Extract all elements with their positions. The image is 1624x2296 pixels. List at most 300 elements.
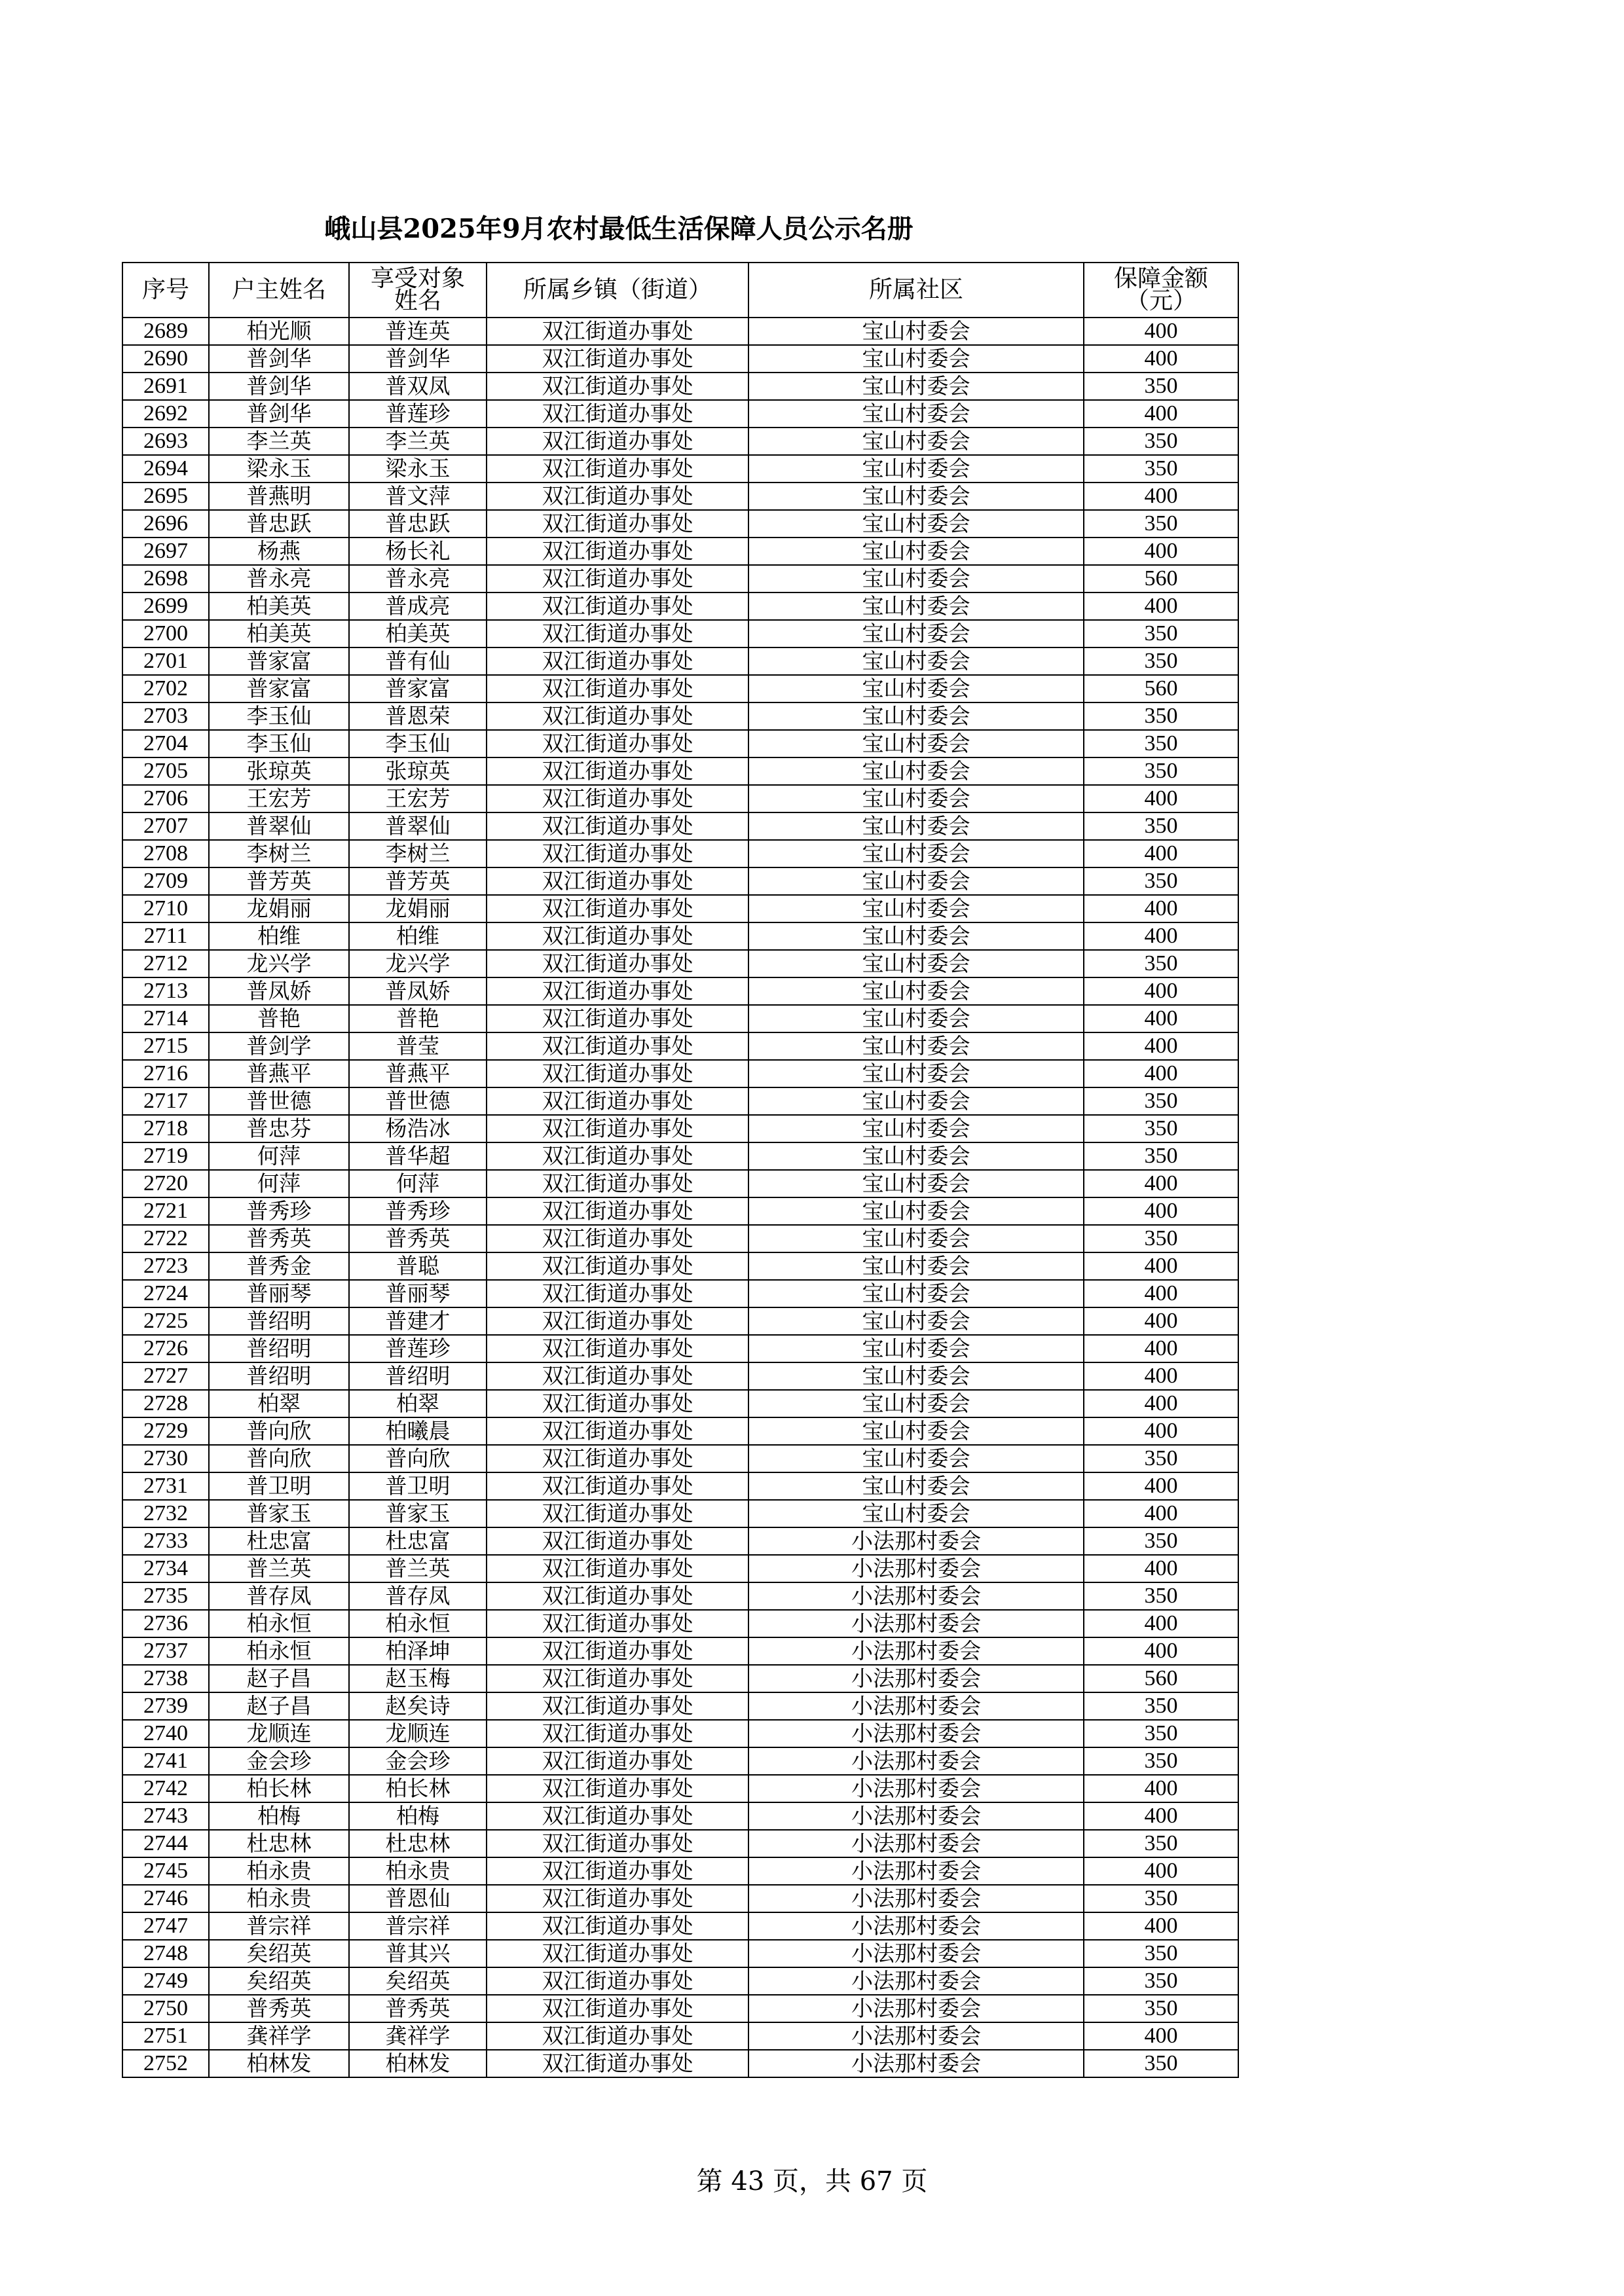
cell-township: 双江街道办事处 xyxy=(487,1060,748,1087)
cell-serial-number: 2743 xyxy=(122,1802,209,1830)
table-row xyxy=(122,1857,1238,1885)
cell-beneficiary-name: 普家玉 xyxy=(349,1500,487,1527)
cell-subsidy-amount: 400 xyxy=(1084,538,1238,565)
cell-township: 双江街道办事处 xyxy=(487,1747,748,1775)
cell-beneficiary-name: 柏维 xyxy=(349,922,487,950)
table-row xyxy=(122,1252,1238,1280)
table-row xyxy=(122,2050,1238,2077)
cell-householder-name: 普剑学 xyxy=(209,1032,349,1060)
table-row xyxy=(122,1775,1238,1802)
cell-township: 双江街道办事处 xyxy=(487,1335,748,1362)
cell-community: 小法那村委会 xyxy=(748,2022,1084,2050)
cell-serial-number: 2709 xyxy=(122,867,209,895)
cell-householder-name: 梁永玉 xyxy=(209,455,349,483)
cell-householder-name: 普艳 xyxy=(209,1005,349,1032)
cell-community: 小法那村委会 xyxy=(748,1940,1084,1967)
table-row xyxy=(122,1692,1238,1720)
cell-subsidy-amount: 400 xyxy=(1084,1472,1238,1500)
cell-subsidy-amount: 400 xyxy=(1084,840,1238,867)
cell-householder-name: 杜忠林 xyxy=(209,1830,349,1857)
cell-community: 宝山村委会 xyxy=(748,977,1084,1005)
cell-township: 双江街道办事处 xyxy=(487,647,748,675)
cell-serial-number: 2704 xyxy=(122,730,209,757)
table-row xyxy=(122,1555,1238,1582)
cell-community: 小法那村委会 xyxy=(748,1747,1084,1775)
footer-suffix: 页 xyxy=(901,2166,928,2196)
cell-township: 双江街道办事处 xyxy=(487,1197,748,1225)
cell-community: 宝山村委会 xyxy=(748,510,1084,538)
header-beneficiary-name-line1: 享受对象 xyxy=(370,265,465,292)
cell-township: 双江街道办事处 xyxy=(487,840,748,867)
cell-beneficiary-name: 普卫明 xyxy=(349,1472,487,1500)
cell-subsidy-amount: 350 xyxy=(1084,1445,1238,1472)
cell-householder-name: 赵子昌 xyxy=(209,1665,349,1692)
cell-householder-name: 柏光顺 xyxy=(209,318,349,345)
cell-community: 小法那村委会 xyxy=(748,1692,1084,1720)
cell-township: 双江街道办事处 xyxy=(487,483,748,510)
table-row xyxy=(122,730,1238,757)
cell-serial-number: 2707 xyxy=(122,812,209,840)
footer-total-pages: 67 xyxy=(859,2166,893,2196)
cell-householder-name: 王宏芳 xyxy=(209,785,349,812)
cell-subsidy-amount: 400 xyxy=(1084,318,1238,345)
cell-subsidy-amount: 350 xyxy=(1084,428,1238,455)
table-row xyxy=(122,1170,1238,1197)
cell-beneficiary-name: 普建才 xyxy=(349,1307,487,1335)
cell-serial-number: 2712 xyxy=(122,950,209,977)
cell-community: 小法那村委会 xyxy=(748,1665,1084,1692)
cell-township: 双江街道办事处 xyxy=(487,702,748,730)
cell-township: 双江街道办事处 xyxy=(487,1967,748,1995)
cell-serial-number: 2744 xyxy=(122,1830,209,1857)
cell-community: 宝山村委会 xyxy=(748,1280,1084,1307)
cell-serial-number: 2698 xyxy=(122,565,209,592)
cell-householder-name: 普存凤 xyxy=(209,1582,349,1610)
cell-serial-number: 2749 xyxy=(122,1967,209,1995)
cell-township: 双江街道办事处 xyxy=(487,812,748,840)
cell-beneficiary-name: 普芳英 xyxy=(349,867,487,895)
table-row xyxy=(122,1885,1238,1912)
cell-serial-number: 2751 xyxy=(122,2022,209,2050)
cell-beneficiary-name: 柏泽坤 xyxy=(349,1637,487,1665)
table-row xyxy=(122,1307,1238,1335)
cell-serial-number: 2750 xyxy=(122,1995,209,2022)
cell-beneficiary-name: 普剑华 xyxy=(349,345,487,373)
cell-beneficiary-name: 何萍 xyxy=(349,1170,487,1197)
cell-township: 双江街道办事处 xyxy=(487,895,748,922)
cell-householder-name: 李玉仙 xyxy=(209,702,349,730)
cell-community: 宝山村委会 xyxy=(748,1005,1084,1032)
cell-beneficiary-name: 普恩荣 xyxy=(349,702,487,730)
cell-beneficiary-name: 普莲珍 xyxy=(349,400,487,428)
cell-township: 双江街道办事处 xyxy=(487,2022,748,2050)
cell-householder-name: 张琼英 xyxy=(209,757,349,785)
cell-township: 双江街道办事处 xyxy=(487,318,748,345)
cell-serial-number: 2691 xyxy=(122,373,209,400)
cell-serial-number: 2708 xyxy=(122,840,209,867)
cell-township: 双江街道办事处 xyxy=(487,1115,748,1142)
footer-prefix: 第 xyxy=(696,2166,723,2196)
cell-community: 宝山村委会 xyxy=(748,867,1084,895)
cell-subsidy-amount: 350 xyxy=(1084,812,1238,840)
cell-community: 宝山村委会 xyxy=(748,785,1084,812)
cell-subsidy-amount: 400 xyxy=(1084,1060,1238,1087)
cell-beneficiary-name: 普双凤 xyxy=(349,373,487,400)
cell-householder-name: 普剑华 xyxy=(209,373,349,400)
cell-householder-name: 普燕平 xyxy=(209,1060,349,1087)
cell-township: 双江街道办事处 xyxy=(487,1005,748,1032)
cell-township: 双江街道办事处 xyxy=(487,565,748,592)
table-row xyxy=(122,1610,1238,1637)
cell-subsidy-amount: 350 xyxy=(1084,510,1238,538)
cell-householder-name: 何萍 xyxy=(209,1170,349,1197)
cell-serial-number: 2720 xyxy=(122,1170,209,1197)
cell-beneficiary-name: 普向欣 xyxy=(349,1445,487,1472)
cell-beneficiary-name: 柏曦晨 xyxy=(349,1417,487,1445)
cell-beneficiary-name: 普其兴 xyxy=(349,1940,487,1967)
cell-subsidy-amount: 350 xyxy=(1084,730,1238,757)
cell-beneficiary-name: 李玉仙 xyxy=(349,730,487,757)
cell-subsidy-amount: 350 xyxy=(1084,1940,1238,1967)
cell-community: 小法那村委会 xyxy=(748,1610,1084,1637)
cell-community: 宝山村委会 xyxy=(748,1197,1084,1225)
cell-beneficiary-name: 龙娟丽 xyxy=(349,895,487,922)
cell-beneficiary-name: 赵玉梅 xyxy=(349,1665,487,1692)
cell-householder-name: 金会珍 xyxy=(209,1747,349,1775)
cell-householder-name: 普兰英 xyxy=(209,1555,349,1582)
table-row xyxy=(122,428,1238,455)
cell-community: 宝山村委会 xyxy=(748,373,1084,400)
cell-serial-number: 2748 xyxy=(122,1940,209,1967)
table-row xyxy=(122,483,1238,510)
cell-community: 宝山村委会 xyxy=(748,1500,1084,1527)
cell-subsidy-amount: 400 xyxy=(1084,1362,1238,1390)
cell-township: 双江街道办事处 xyxy=(487,1940,748,1967)
cell-beneficiary-name: 普文萍 xyxy=(349,483,487,510)
cell-beneficiary-name: 柏梅 xyxy=(349,1802,487,1830)
cell-householder-name: 普秀英 xyxy=(209,1225,349,1252)
table-row xyxy=(122,400,1238,428)
cell-subsidy-amount: 400 xyxy=(1084,1775,1238,1802)
cell-householder-name: 赵子昌 xyxy=(209,1692,349,1720)
table-row xyxy=(122,950,1238,977)
cell-householder-name: 普秀英 xyxy=(209,1995,349,2022)
table-row xyxy=(122,1417,1238,1445)
cell-serial-number: 2705 xyxy=(122,757,209,785)
table-row xyxy=(122,510,1238,538)
table-row xyxy=(122,1445,1238,1472)
cell-beneficiary-name: 柏美英 xyxy=(349,620,487,647)
cell-subsidy-amount: 400 xyxy=(1084,592,1238,620)
cell-householder-name: 普向欣 xyxy=(209,1417,349,1445)
table-body xyxy=(122,318,1238,2077)
cell-householder-name: 普永亮 xyxy=(209,565,349,592)
cell-community: 宝山村委会 xyxy=(748,1390,1084,1417)
cell-serial-number: 2719 xyxy=(122,1142,209,1170)
cell-subsidy-amount: 400 xyxy=(1084,1500,1238,1527)
cell-beneficiary-name: 柏永贵 xyxy=(349,1857,487,1885)
cell-subsidy-amount: 400 xyxy=(1084,1637,1238,1665)
cell-householder-name: 李兰英 xyxy=(209,428,349,455)
cell-subsidy-amount: 400 xyxy=(1084,1170,1238,1197)
cell-householder-name: 普向欣 xyxy=(209,1445,349,1472)
table-row xyxy=(122,675,1238,702)
cell-township: 双江街道办事处 xyxy=(487,1472,748,1500)
header-householder-name: 户主姓名 xyxy=(209,263,349,318)
cell-householder-name: 普忠芬 xyxy=(209,1115,349,1142)
table-row xyxy=(122,647,1238,675)
cell-householder-name: 普凤娇 xyxy=(209,977,349,1005)
cell-serial-number: 2718 xyxy=(122,1115,209,1142)
cell-subsidy-amount: 350 xyxy=(1084,455,1238,483)
cell-serial-number: 2752 xyxy=(122,2050,209,2077)
cell-community: 宝山村委会 xyxy=(748,922,1084,950)
cell-householder-name: 普芳英 xyxy=(209,867,349,895)
cell-serial-number: 2697 xyxy=(122,538,209,565)
table-row xyxy=(122,1197,1238,1225)
cell-community: 宝山村委会 xyxy=(748,895,1084,922)
cell-township: 双江街道办事处 xyxy=(487,977,748,1005)
cell-township: 双江街道办事处 xyxy=(487,428,748,455)
cell-community: 宝山村委会 xyxy=(748,840,1084,867)
table-row xyxy=(122,1527,1238,1555)
cell-householder-name: 龙兴学 xyxy=(209,950,349,977)
cell-subsidy-amount: 350 xyxy=(1084,1225,1238,1252)
cell-subsidy-amount: 560 xyxy=(1084,565,1238,592)
cell-community: 宝山村委会 xyxy=(748,1060,1084,1087)
table-row xyxy=(122,1665,1238,1692)
cell-community: 宝山村委会 xyxy=(748,647,1084,675)
table-header-row xyxy=(122,263,1238,318)
cell-township: 双江街道办事处 xyxy=(487,2050,748,2077)
header-township: 所属乡镇（街道） xyxy=(487,263,748,318)
cell-community: 小法那村委会 xyxy=(748,1857,1084,1885)
header-serial-number: 序号 xyxy=(122,263,209,318)
cell-serial-number: 2702 xyxy=(122,675,209,702)
cell-householder-name: 柏永贵 xyxy=(209,1857,349,1885)
cell-householder-name: 普剑华 xyxy=(209,400,349,428)
cell-serial-number: 2690 xyxy=(122,345,209,373)
cell-serial-number: 2711 xyxy=(122,922,209,950)
cell-subsidy-amount: 400 xyxy=(1084,400,1238,428)
cell-community: 宝山村委会 xyxy=(748,345,1084,373)
cell-serial-number: 2713 xyxy=(122,977,209,1005)
cell-subsidy-amount: 400 xyxy=(1084,483,1238,510)
cell-serial-number: 2745 xyxy=(122,1857,209,1885)
cell-householder-name: 普家富 xyxy=(209,675,349,702)
cell-beneficiary-name: 普丽琴 xyxy=(349,1280,487,1307)
cell-serial-number: 2730 xyxy=(122,1445,209,1472)
cell-subsidy-amount: 400 xyxy=(1084,1857,1238,1885)
cell-beneficiary-name: 普有仙 xyxy=(349,647,487,675)
cell-community: 小法那村委会 xyxy=(748,1720,1084,1747)
cell-township: 双江街道办事处 xyxy=(487,1390,748,1417)
table-row xyxy=(122,1060,1238,1087)
cell-beneficiary-name: 杜忠富 xyxy=(349,1527,487,1555)
cell-serial-number: 2694 xyxy=(122,455,209,483)
cell-beneficiary-name: 普秀英 xyxy=(349,1225,487,1252)
cell-serial-number: 2740 xyxy=(122,1720,209,1747)
cell-community: 宝山村委会 xyxy=(748,757,1084,785)
header-subsidy-amount-line2: （元） xyxy=(1125,287,1196,314)
cell-township: 双江街道办事处 xyxy=(487,1665,748,1692)
table-row xyxy=(122,1362,1238,1390)
cell-serial-number: 2736 xyxy=(122,1610,209,1637)
table-row xyxy=(122,922,1238,950)
cell-subsidy-amount: 400 xyxy=(1084,1335,1238,1362)
cell-subsidy-amount: 350 xyxy=(1084,1995,1238,2022)
cell-beneficiary-name: 柏长林 xyxy=(349,1775,487,1802)
cell-householder-name: 普丽琴 xyxy=(209,1280,349,1307)
cell-serial-number: 2738 xyxy=(122,1665,209,1692)
cell-householder-name: 李玉仙 xyxy=(209,730,349,757)
cell-subsidy-amount: 400 xyxy=(1084,1390,1238,1417)
table-row xyxy=(122,867,1238,895)
cell-householder-name: 普世德 xyxy=(209,1087,349,1115)
cell-subsidy-amount: 350 xyxy=(1084,373,1238,400)
cell-beneficiary-name: 普华超 xyxy=(349,1142,487,1170)
cell-community: 宝山村委会 xyxy=(748,1472,1084,1500)
cell-community: 宝山村委会 xyxy=(748,675,1084,702)
cell-serial-number: 2700 xyxy=(122,620,209,647)
cell-township: 双江街道办事处 xyxy=(487,922,748,950)
cell-township: 双江街道办事处 xyxy=(487,1417,748,1445)
cell-community: 宝山村委会 xyxy=(748,1087,1084,1115)
cell-beneficiary-name: 普连英 xyxy=(349,318,487,345)
cell-serial-number: 2728 xyxy=(122,1390,209,1417)
cell-householder-name: 柏永恒 xyxy=(209,1637,349,1665)
table-row xyxy=(122,1472,1238,1500)
cell-subsidy-amount: 400 xyxy=(1084,1802,1238,1830)
cell-serial-number: 2724 xyxy=(122,1280,209,1307)
cell-serial-number: 2703 xyxy=(122,702,209,730)
cell-community: 小法那村委会 xyxy=(748,2050,1084,2077)
cell-subsidy-amount: 350 xyxy=(1084,950,1238,977)
cell-subsidy-amount: 400 xyxy=(1084,1280,1238,1307)
cell-beneficiary-name: 普莹 xyxy=(349,1032,487,1060)
cell-serial-number: 2742 xyxy=(122,1775,209,1802)
cell-householder-name: 龚祥学 xyxy=(209,2022,349,2050)
cell-beneficiary-name: 普绍明 xyxy=(349,1362,487,1390)
cell-beneficiary-name: 普秀英 xyxy=(349,1995,487,2022)
cell-serial-number: 2721 xyxy=(122,1197,209,1225)
cell-beneficiary-name: 普家富 xyxy=(349,675,487,702)
cell-beneficiary-name: 杨长礼 xyxy=(349,538,487,565)
cell-subsidy-amount: 400 xyxy=(1084,2022,1238,2050)
cell-township: 双江街道办事处 xyxy=(487,1857,748,1885)
table-row xyxy=(122,1802,1238,1830)
cell-serial-number: 2706 xyxy=(122,785,209,812)
cell-community: 宝山村委会 xyxy=(748,538,1084,565)
table-row xyxy=(122,812,1238,840)
table-row xyxy=(122,1995,1238,2022)
cell-township: 双江街道办事处 xyxy=(487,1280,748,1307)
cell-subsidy-amount: 350 xyxy=(1084,757,1238,785)
cell-township: 双江街道办事处 xyxy=(487,1252,748,1280)
cell-beneficiary-name: 张琼英 xyxy=(349,757,487,785)
cell-subsidy-amount: 400 xyxy=(1084,1032,1238,1060)
cell-community: 小法那村委会 xyxy=(748,1637,1084,1665)
cell-community: 宝山村委会 xyxy=(748,1142,1084,1170)
cell-community: 宝山村委会 xyxy=(748,592,1084,620)
header-subsidy-amount-line1: 保障金额 xyxy=(1113,265,1208,292)
cell-subsidy-amount: 400 xyxy=(1084,895,1238,922)
cell-serial-number: 2741 xyxy=(122,1747,209,1775)
cell-township: 双江街道办事处 xyxy=(487,1087,748,1115)
cell-township: 双江街道办事处 xyxy=(487,538,748,565)
cell-serial-number: 2746 xyxy=(122,1885,209,1912)
cell-community: 宝山村委会 xyxy=(748,483,1084,510)
cell-subsidy-amount: 350 xyxy=(1084,1582,1238,1610)
cell-township: 双江街道办事处 xyxy=(487,1610,748,1637)
cell-serial-number: 2710 xyxy=(122,895,209,922)
cell-township: 双江街道办事处 xyxy=(487,1830,748,1857)
table-row xyxy=(122,620,1238,647)
cell-householder-name: 柏美英 xyxy=(209,592,349,620)
table-row xyxy=(122,1390,1238,1417)
cell-township: 双江街道办事处 xyxy=(487,510,748,538)
cell-subsidy-amount: 400 xyxy=(1084,785,1238,812)
cell-township: 双江街道办事处 xyxy=(487,1582,748,1610)
cell-serial-number: 2729 xyxy=(122,1417,209,1445)
page-title: 峨山县2025年9月农村最低生活保障人员公示名册 xyxy=(324,213,913,244)
cell-subsidy-amount: 350 xyxy=(1084,867,1238,895)
cell-beneficiary-name: 普世德 xyxy=(349,1087,487,1115)
cell-subsidy-amount: 400 xyxy=(1084,1610,1238,1637)
table-row xyxy=(122,1637,1238,1665)
table-row xyxy=(122,538,1238,565)
cell-township: 双江街道办事处 xyxy=(487,1692,748,1720)
cell-community: 小法那村委会 xyxy=(748,1830,1084,1857)
cell-householder-name: 柏美英 xyxy=(209,620,349,647)
cell-serial-number: 2734 xyxy=(122,1555,209,1582)
cell-beneficiary-name: 李树兰 xyxy=(349,840,487,867)
header-beneficiary-name-line2: 姓名 xyxy=(394,287,441,314)
table-row xyxy=(122,1912,1238,1940)
cell-subsidy-amount: 400 xyxy=(1084,1005,1238,1032)
table-row xyxy=(122,702,1238,730)
cell-serial-number: 2726 xyxy=(122,1335,209,1362)
table-row xyxy=(122,455,1238,483)
cell-subsidy-amount: 400 xyxy=(1084,345,1238,373)
cell-community: 宝山村委会 xyxy=(748,730,1084,757)
cell-householder-name: 普翠仙 xyxy=(209,812,349,840)
cell-township: 双江街道办事处 xyxy=(487,785,748,812)
table-row xyxy=(122,2022,1238,2050)
cell-subsidy-amount: 400 xyxy=(1084,922,1238,950)
cell-beneficiary-name: 普艳 xyxy=(349,1005,487,1032)
cell-subsidy-amount: 350 xyxy=(1084,1087,1238,1115)
cell-beneficiary-name: 龚祥学 xyxy=(349,2022,487,2050)
cell-beneficiary-name: 矣绍英 xyxy=(349,1967,487,1995)
cell-community: 宝山村委会 xyxy=(748,1362,1084,1390)
cell-serial-number: 2737 xyxy=(122,1637,209,1665)
cell-community: 宝山村委会 xyxy=(748,318,1084,345)
footer-current-page: 43 xyxy=(731,2166,765,2196)
cell-subsidy-amount: 400 xyxy=(1084,1912,1238,1940)
cell-serial-number: 2696 xyxy=(122,510,209,538)
table-row xyxy=(122,1087,1238,1115)
table-row xyxy=(122,1115,1238,1142)
cell-community: 小法那村委会 xyxy=(748,1775,1084,1802)
cell-serial-number: 2722 xyxy=(122,1225,209,1252)
cell-serial-number: 2747 xyxy=(122,1912,209,1940)
cell-householder-name: 普家玉 xyxy=(209,1500,349,1527)
cell-township: 双江街道办事处 xyxy=(487,1912,748,1940)
cell-community: 宝山村委会 xyxy=(748,400,1084,428)
cell-serial-number: 2692 xyxy=(122,400,209,428)
footer-middle: 页，共 xyxy=(773,2166,851,2196)
